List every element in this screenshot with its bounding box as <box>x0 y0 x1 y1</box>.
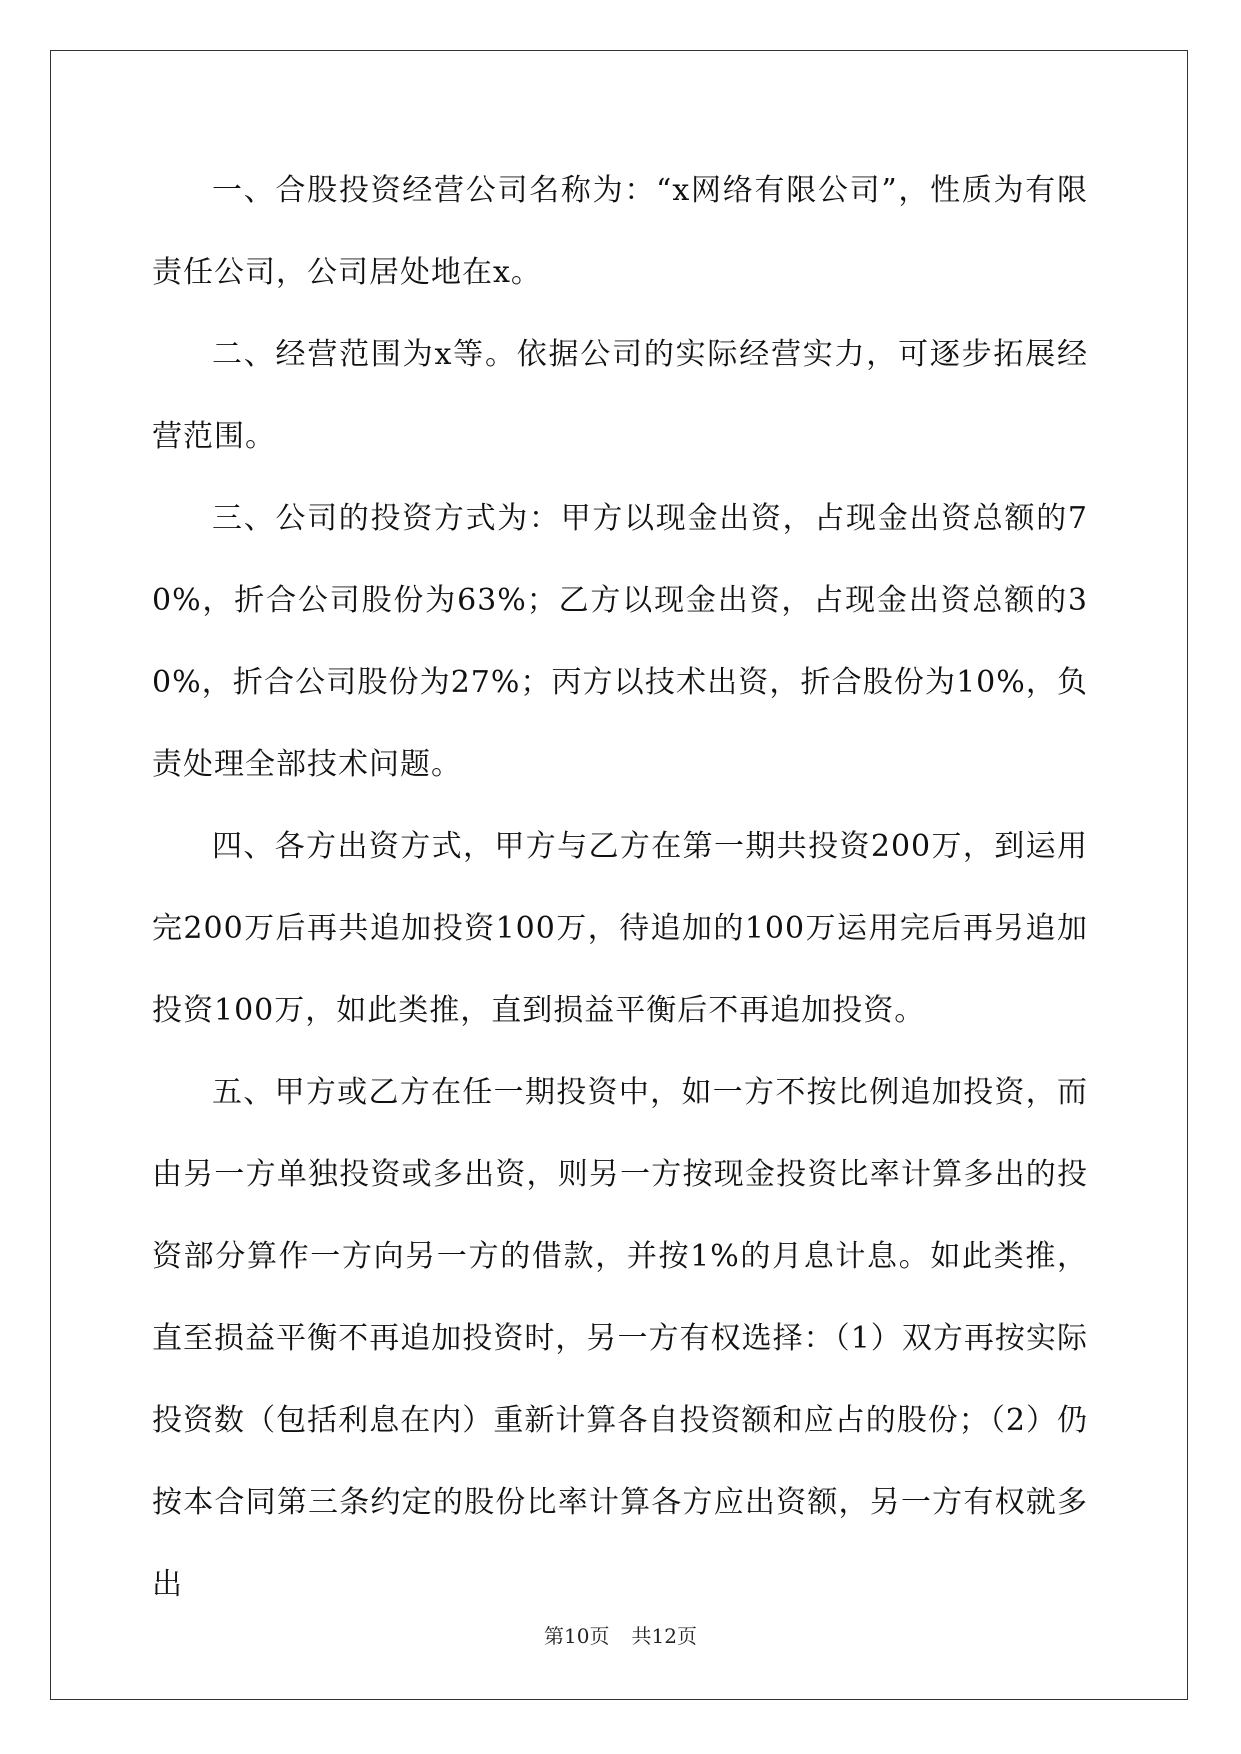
paragraph-article-3: 三、公司的投资方式为：甲方以现金出资，占现金出资总额的70%，折合公司股份为63%；乙方以现金出资，占现金出资总额的30%，折合公司股份为27%；丙方以技术出资，折合股份为10%，负责处理全部技术问题。 <box>152 501 1088 782</box>
paragraph-article-5: 五、甲方或乙方在任一期投资中，如一方不按比例追加投资，而由另一方单独投资或多出资，则另一方按现金投资比率计算多出的投资部分算作一方向另一方的借款，并按1%的月息计息。如此类推，直至损益平衡不再追加投资时，另一方有权选择：（1）双方再按实际投资数（包括利息在内）重新计算各自投资额和应占的股份；（2）仍按本合同第三条约定的股份比率计算各方应出资额，另一方有权就多出 <box>152 1075 1088 1602</box>
paragraph-article-4: 四、各方出资方式，甲方与乙方在第一期共投资200万，到运用完200万后再共追加投资100万，待追加的100万运用完后再另追加投资100万，如此类推，直到损益平衡后不再追加投资。 <box>152 829 1088 1028</box>
page-number: 第10页 <box>544 1624 610 1648</box>
paragraph-article-1: 一、合股投资经营公司名称为：“x网络有限公司”，性质为有限责任公司，公司居处地在x。 <box>152 173 1088 290</box>
document-body <box>152 150 1088 1626</box>
page-total: 共12页 <box>631 1624 697 1648</box>
paragraph-article-2: 二、经营范围为x等。依据公司的实际经营实力，可逐步拓展经营范围。 <box>152 337 1088 454</box>
page-footer <box>0 1620 1241 1649</box>
